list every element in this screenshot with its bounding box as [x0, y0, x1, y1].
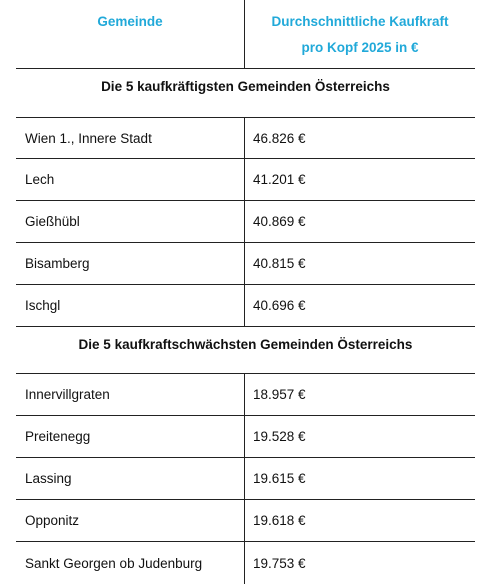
- section-title-richest: Die 5 kaufkräftigsten Gemeinden Österreichs: [16, 69, 475, 118]
- header-purchasing-power: [245, 0, 475, 68]
- table-row: [16, 159, 475, 201]
- municipality-name: Sankt Georgen ob Judenburg: [16, 542, 245, 584]
- purchasing-power-table: [16, 0, 475, 584]
- purchasing-power-value: 18.957 €: [253, 387, 306, 402]
- table-row: [16, 542, 475, 584]
- purchasing-power-value: 40.696 €: [253, 298, 306, 313]
- municipality-name: Bisamberg: [16, 243, 245, 284]
- table-row: [16, 201, 475, 243]
- table-row: [16, 285, 475, 327]
- purchasing-power-value: 19.618 €: [253, 513, 306, 528]
- header-purchasing-power-line1: Durchschnittliche Kaufkraft: [271, 14, 449, 29]
- section-title-poorest: Die 5 kaufkraftschwächsten Gemeinden Österreichs: [16, 327, 475, 374]
- table-header: [16, 0, 475, 69]
- municipality-name: Opponitz: [16, 500, 245, 541]
- purchasing-power-value: 19.753 €: [253, 555, 306, 571]
- purchasing-power-value: 19.615 €: [253, 471, 306, 486]
- purchasing-power-value: 40.869 €: [253, 214, 306, 229]
- municipality-name: Gießhübl: [16, 201, 245, 242]
- table-row: [16, 458, 475, 500]
- table-row: [16, 500, 475, 542]
- header-municipality: [16, 0, 245, 68]
- header-municipality-label: Gemeinde: [97, 14, 163, 29]
- table-row: [16, 118, 475, 159]
- purchasing-power-value: 40.815 €: [253, 256, 306, 271]
- table-row: [16, 416, 475, 458]
- municipality-name: Wien 1., Innere Stadt: [16, 118, 245, 158]
- header-purchasing-power-line2: pro Kopf 2025 in €: [301, 40, 419, 55]
- purchasing-power-value: 41.201 €: [253, 172, 306, 187]
- municipality-name: Ischgl: [16, 285, 245, 326]
- municipality-name: Lech: [16, 159, 245, 200]
- purchasing-power-value: 19.528 €: [253, 429, 306, 444]
- municipality-name: Innervillgraten: [16, 374, 245, 415]
- table-row: [16, 374, 475, 416]
- municipality-name: Preitenegg: [16, 416, 245, 457]
- purchasing-power-value: 46.826 €: [253, 130, 306, 146]
- municipality-name: Lassing: [16, 458, 245, 499]
- table-row: [16, 243, 475, 285]
